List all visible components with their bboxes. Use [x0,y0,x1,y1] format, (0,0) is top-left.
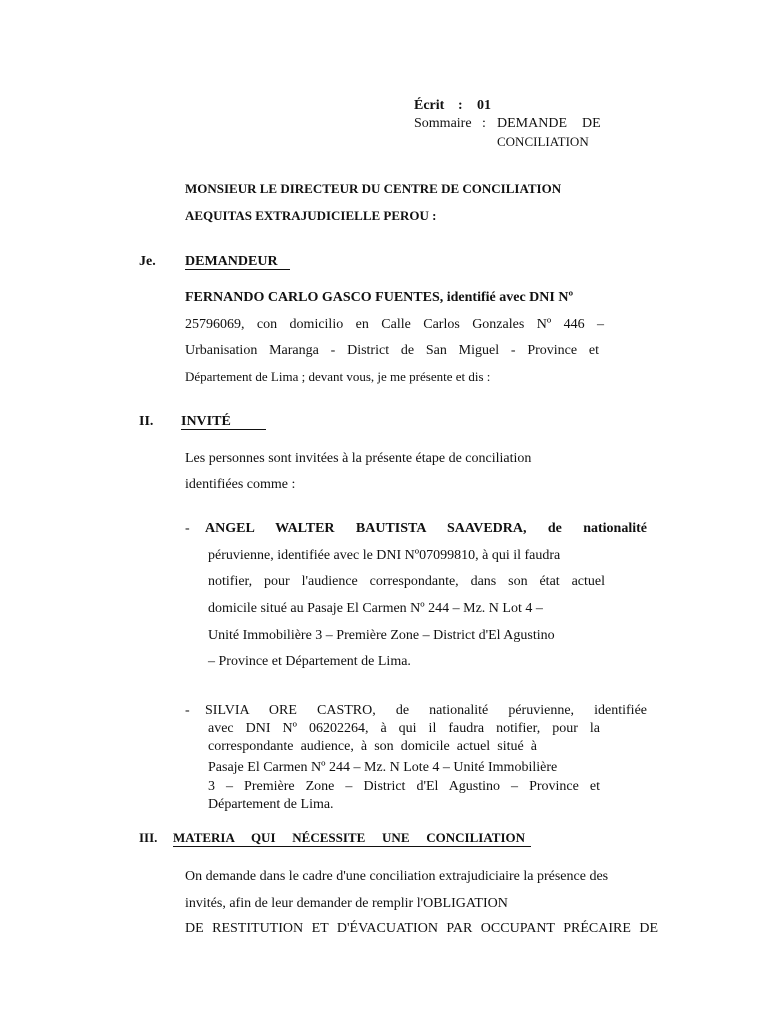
demandeur-line-2: 25796069, con domicilio en Calle Carlos Gonzales Nº 446 – [185,317,604,332]
section-3-number: III. [139,830,158,845]
sommaire-value-word3: CONCILIATION [497,134,589,149]
invite-2-line-3: correspondante audience, à son domicile actuel situé à [208,739,537,754]
section-3-title-underline [173,846,531,847]
demandeur-line-3: Urbanisation Maranga - District de San Miguel - Province et [185,343,599,358]
invite-intro-line-2: identifiées comme : [185,477,296,492]
addressee-line-2: AEQUITAS EXTRAJUDICIELLE PEROU : [185,208,437,223]
demandeur-line-4: Département de Lima ; devant vous, je me présente et dis : [185,369,491,384]
invite-1-line-6: – Province et Département de Lima. [208,654,411,669]
addressee-line-1: MONSIEUR LE DIRECTEUR DU CENTRE DE CONCILIATION [185,181,562,196]
invite-1-bullet: - [185,521,190,536]
ecrit-separator: : [458,98,463,113]
invite-2-line-5: 3 – Première Zone – District d'El Agustino – Province et [208,779,600,794]
sommaire-value-word1: DEMANDE [497,116,567,131]
invite-1-line-2: péruvienne, identifiée avec le DNI Nº07099810, à qui il faudra [208,548,561,563]
section-2-title-underline [181,429,266,430]
sommaire-value-word2: DE [582,116,601,131]
invite-1-line-3: notifier, pour l'audience correspondante, dans son état actuel [208,574,605,589]
materia-line-1: On demande dans le cadre d'une conciliation extrajudiciaire la présence des [185,869,609,884]
invite-2-bullet: - [185,703,190,718]
invite-2-line-2: avec DNI Nº 06202264, à qui il faudra notifier, pour la [208,721,600,736]
section-2-number: II. [139,414,154,429]
invite-intro-line-1: Les personnes sont invitées à la présente étape de conciliation [185,451,532,466]
invite-2-line-4: Pasaje El Carmen Nº 244 – Mz. N Lote 4 – Unité Immobilière [208,760,558,775]
ecrit-label: Écrit [414,98,445,113]
materia-line-3: DE RESTITUTION ET D'ÉVACUATION PAR OCCUPANT PRÉCAIRE DE [185,921,658,936]
invite-1-line-1: ANGEL WALTER BAUTISTA SAAVEDRA, de nationalité [205,521,647,536]
section-1-number: Je. [139,254,156,269]
sommaire-separator: : [482,116,486,131]
ecrit-value: 01 [477,98,491,113]
section-2-title: INVITÉ [181,414,231,429]
invite-2-line-1: SILVIA ORE CASTRO, de nationalité péruvienne, identifiée [205,703,647,718]
demandeur-line-1: FERNANDO CARLO GASCO FUENTES, identifié avec DNI Nº [185,290,574,305]
invite-1-line-5: Unité Immobilière 3 – Première Zone – District d'El Agustino [208,628,555,643]
section-3-title: MATERIA QUI NÉCESSITE UNE CONCILIATION [173,830,525,845]
sommaire-label: Sommaire [414,116,472,131]
materia-line-2: invités, afin de leur demander de remplir l'OBLIGATION [185,896,508,911]
section-1-title: DEMANDEUR [185,254,278,269]
invite-2-line-6: Département de Lima. [208,797,334,812]
invite-1-line-4: domicile situé au Pasaje El Carmen Nº 244 – Mz. N Lot 4 – [208,601,543,616]
section-1-title-underline [185,269,290,270]
